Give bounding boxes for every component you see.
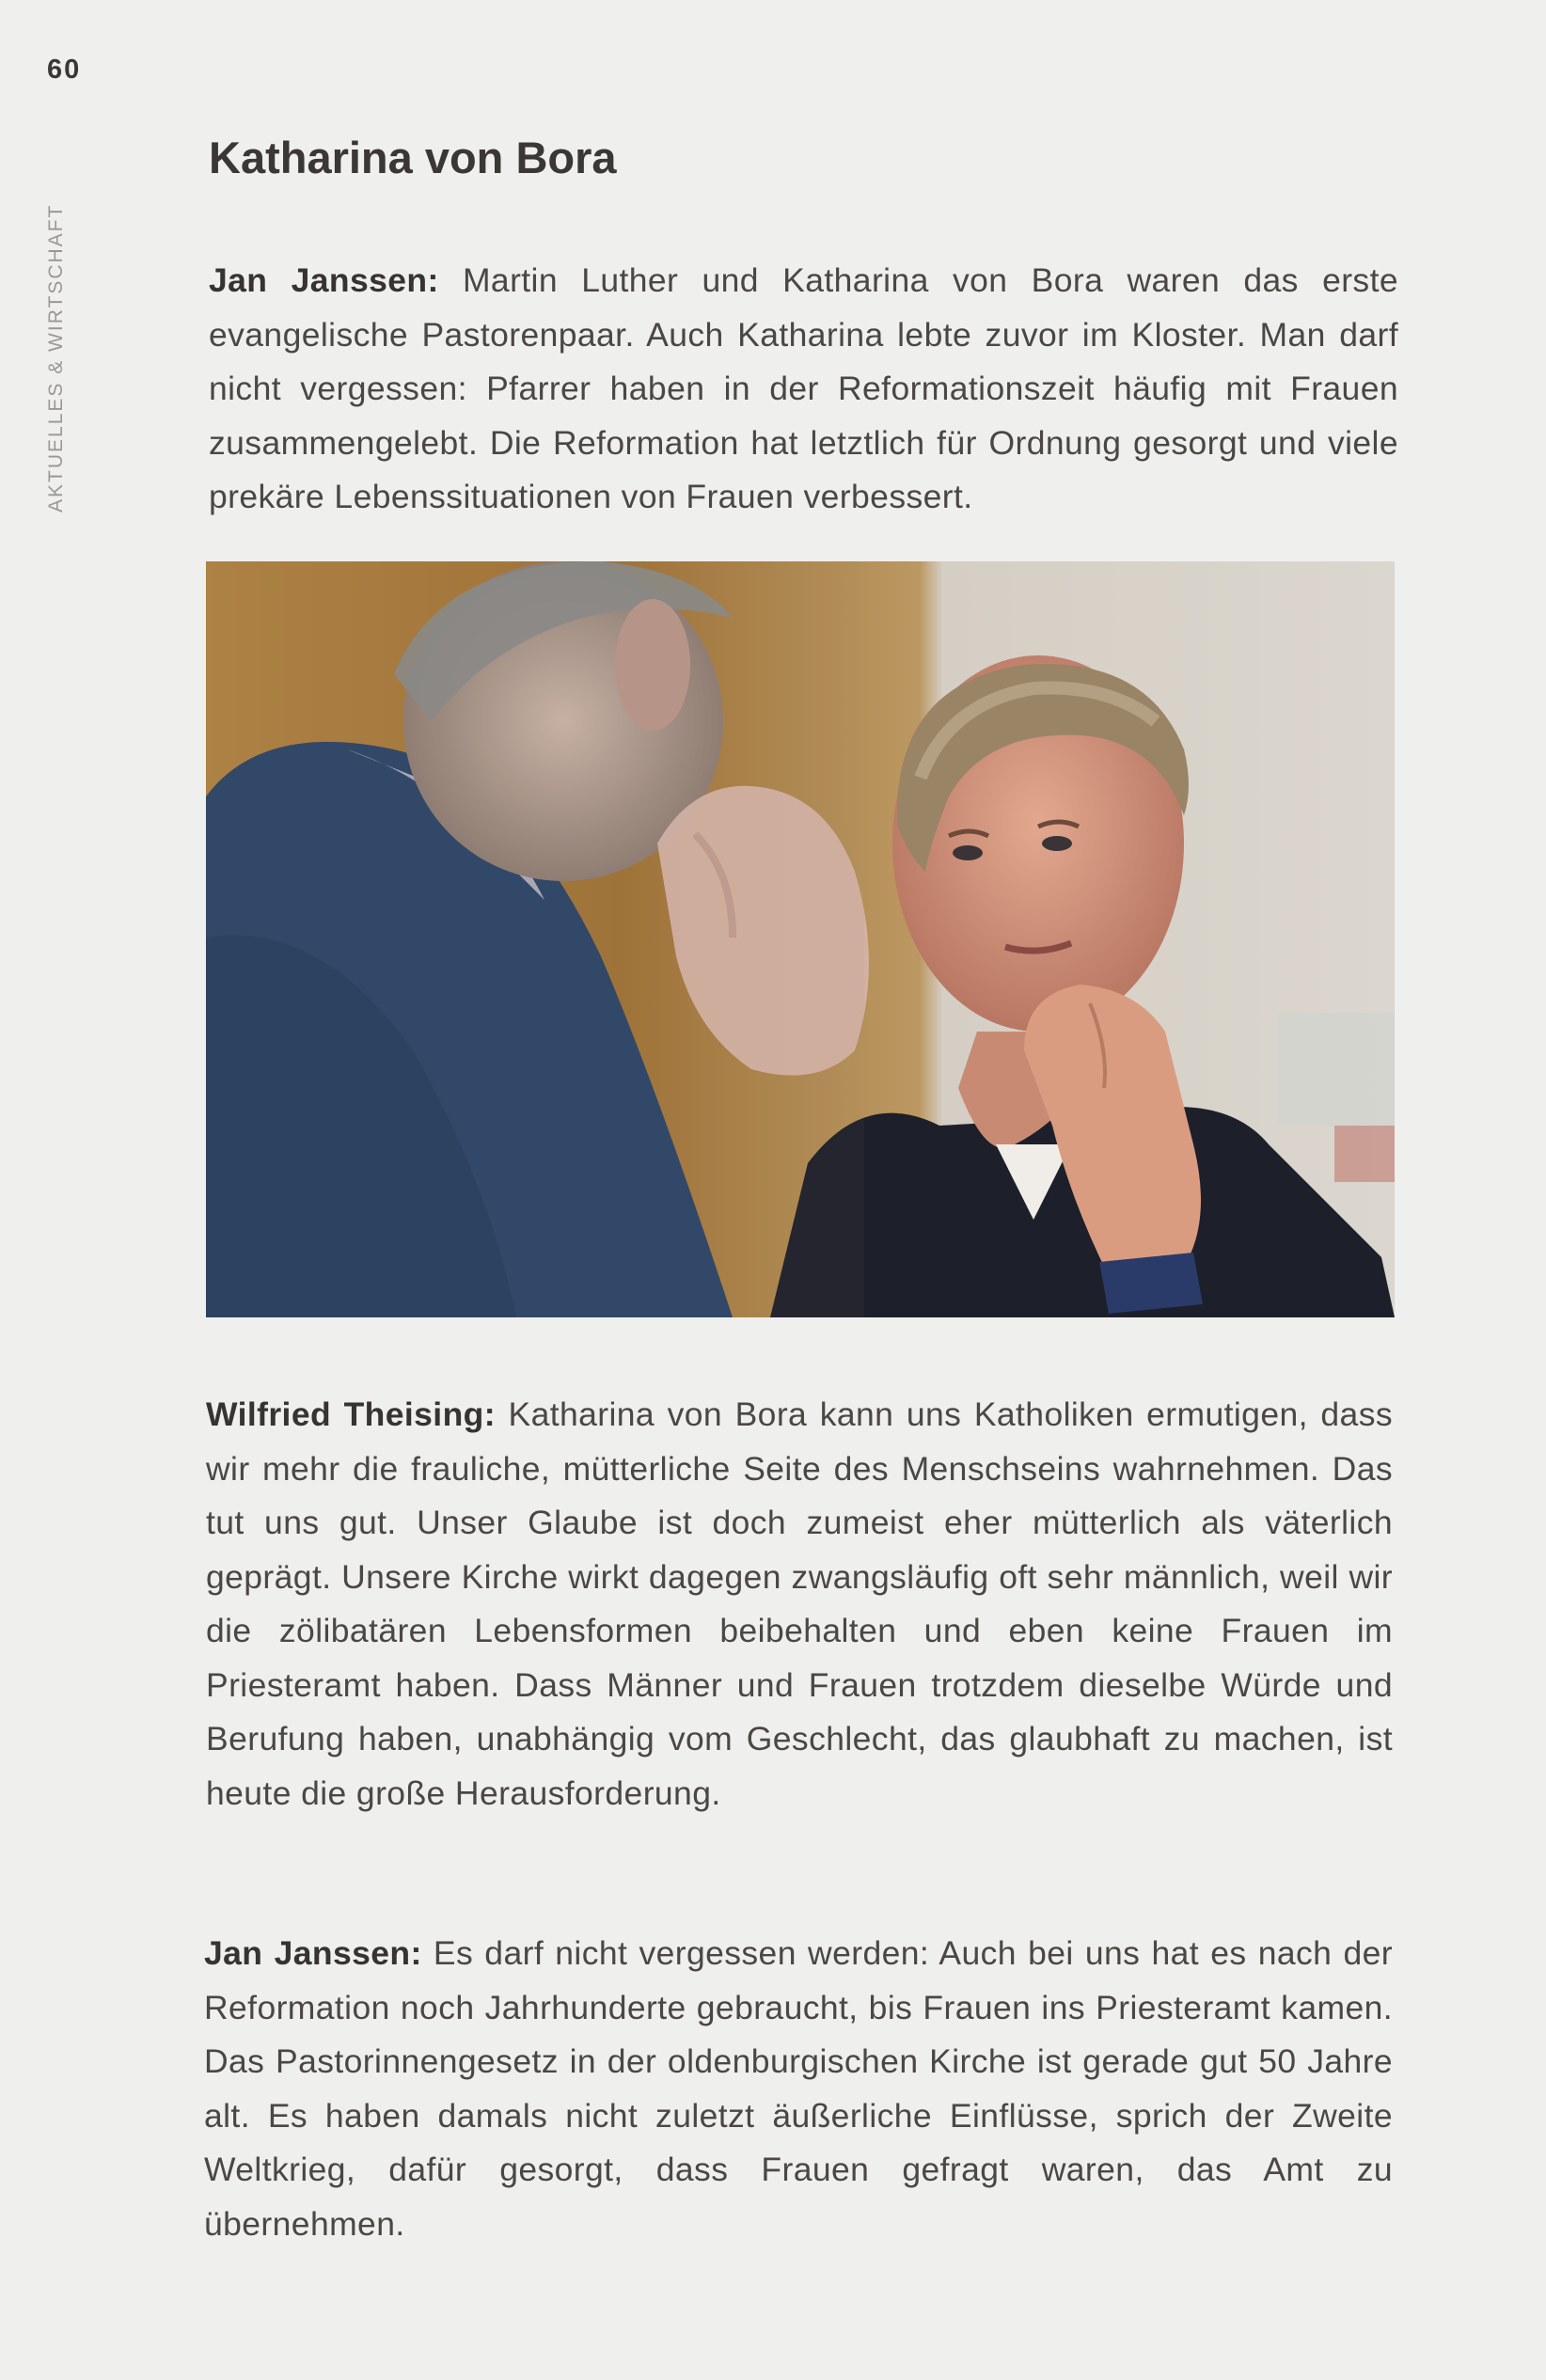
article-headline: Katharina von Bora [209, 133, 617, 182]
paragraph-2 [206, 1388, 1393, 1820]
speaker-name: Jan Janssen: [204, 1934, 422, 1972]
paragraph-text: Katharina von Bora kann uns Katholiken ermutigen, dass wir mehr die frauliche, mütterliche Seite des Menschseins wahrnehmen. Das tut uns gut. Unser Glaube ist doch zumeist eher mütterlich als väterlich geprägt. Unsere Kirche wirkt dagegen zwangsläufig oft sehr männlich, weil wir die zölibatären Lebensformen beibehalten und eben keine Frauen im Priesteramt haben. Dass Männer und Frauen trotzdem dieselbe Würde und Berufung haben, unabhängig vom Geschlecht, das glaubhaft zu machen, ist heute die große Herausforderung. [206, 1395, 1393, 1812]
paragraph-text: Es darf nicht vergessen werden: Auch bei uns hat es nach der Reformation noch Jahrhunderte gebraucht, bis Frauen ins Priesteramt kamen. Das Pastorinnengesetz in der oldenburgischen Kirche ist gerade gut 50 Jahre alt. Es haben damals nicht zuletzt äußerliche Einflüsse, sprich der Zweite Weltkrieg, dafür gesorgt, dass Frauen gefragt waren, das Amt zu übernehmen. [204, 1934, 1393, 2243]
paragraph-text: Martin Luther und Katharina von Bora waren das erste evangelische Pastorenpaar. Auch Katharina lebte zuvor im Kloster. Man darf nicht vergessen: Pfarrer haben in der Reformationszeit häufig mit Frauen zusammengelebt. Die Reformation hat letztlich für Ordnung gesorgt und viele prekäre Lebenssituationen von Frauen verbessert. [209, 261, 1398, 515]
page-number: 60 [47, 55, 82, 85]
paragraph-3 [204, 1927, 1393, 2251]
paragraph-1 [209, 254, 1398, 525]
interview-photo [206, 561, 1395, 1317]
section-label: AKTUELLES & WIRTSCHAFT [45, 203, 67, 512]
speaker-name: Wilfried Theising: [206, 1395, 496, 1433]
speaker-name: Jan Janssen: [209, 261, 439, 299]
